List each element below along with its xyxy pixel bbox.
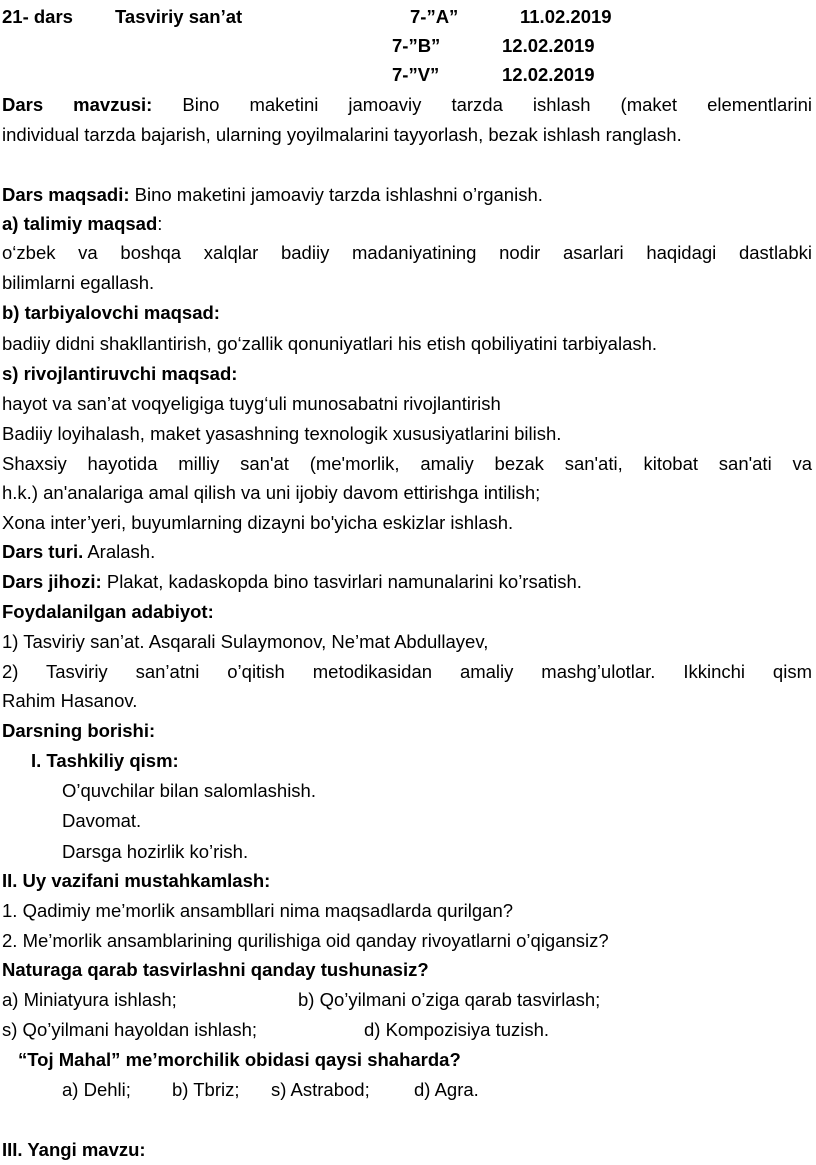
- header-line-1: [2, 5, 612, 29]
- answer-option-a: a) Dehli;: [62, 1079, 131, 1100]
- class-date: 12.02.2019: [502, 64, 595, 85]
- answer-line-1: [2, 988, 601, 1012]
- section-1-item: O’quvchilar bilan salomlashish.: [62, 780, 316, 801]
- lesson-type-line: [2, 540, 155, 564]
- subject-title: Tasviriy san’at: [115, 6, 243, 27]
- literature-item-1: 1) Tasviriy san’at. Asqarali Sulaymonov, Ne’mat Abdullayev,: [2, 631, 489, 652]
- educational-heading: [2, 212, 162, 236]
- educational-label: a) talimiy maqsad: [2, 213, 158, 234]
- developing-heading: s) rivojlantiruvchi maqsad:: [2, 363, 238, 384]
- answer-line-2: [2, 1018, 550, 1042]
- answer-line-3: [62, 1078, 479, 1102]
- developing-line-2: Badiiy loyihalash, maket yasashning texnologik xususiyatlarini bilish.: [2, 423, 562, 444]
- equipment-line: [2, 570, 582, 594]
- homework-question-1: 1. Qadimiy me’morlik ansambllari nima maqsadlarda qurilgan?: [2, 900, 514, 921]
- literature-item-2-line-2: Rahim Hasanov.: [2, 690, 138, 711]
- goal-text: Bino maketini jamoaviy tarzda ishlashni o’rganish.: [134, 184, 543, 205]
- homework-question-3: Naturaga qarab tasvirlashni qanday tushunasiz?: [2, 959, 429, 980]
- class-name: 7-”B”: [392, 35, 441, 56]
- section-1-item: Darsga hozirlik ko’rish.: [62, 841, 249, 862]
- class-date: 11.02.2019: [520, 6, 612, 27]
- answer-option-a: a) Miniatyura ishlash;: [2, 989, 177, 1010]
- topic-line-1: [2, 93, 812, 117]
- answer-option-d: d) Kompozisiya tuzish.: [364, 1019, 550, 1040]
- lesson-number: 21- dars: [2, 6, 73, 27]
- developing-line-5: Xona inter’yeri, buyumlarning dizayni bo'yicha eskizlar ishlash.: [2, 512, 514, 533]
- answer-option-s: s) Qo’yilmani hayoldan ishlash;: [2, 1019, 258, 1040]
- lesson-type-label: Dars turi.: [2, 541, 84, 562]
- upbringing-text: badiiy didni shakllantirish, go‘zallik qonuniyatlari his etish qobiliyatini tarbiyalash.: [2, 333, 658, 354]
- goal-label: Dars maqsadi:: [2, 184, 130, 205]
- homework-question-2: 2. Me’morlik ansamblarining qurilishiga oid qanday rivoyatlarni o’qigansiz?: [2, 930, 609, 951]
- section-1-title: I. Tashkiliy qism:: [31, 750, 179, 771]
- topic-line-2: individual tarzda bajarish, ularning yoyilmalarini tayyorlash, bezak ishlash ranglash.: [2, 124, 682, 145]
- section-1-item: Davomat.: [62, 810, 142, 831]
- developing-line-1: hayot va san’at voqyeligiga tuyg‘uli munosabatni rivojlantirish: [2, 393, 501, 414]
- section-2-title: II. Uy vazifani mustahkamlash:: [2, 870, 271, 891]
- homework-question-4: “Toj Mahal” me’morchilik obidasi qaysi shaharda?: [18, 1049, 461, 1070]
- answer-option-b: b) Qo’yilmani o’ziga qarab tasvirlash;: [298, 989, 601, 1010]
- section-3-title: III. Yangi mavzu:: [2, 1139, 146, 1160]
- topic-text: Bino maketini jamoaviy tarzda ishlash (maket elementlarini: [182, 94, 812, 115]
- literature-heading: Foydalanilgan adabiyot:: [2, 601, 214, 622]
- equipment-label: Dars jihozi:: [2, 571, 102, 592]
- lesson-type-text: Aralash.: [87, 541, 156, 562]
- goal-line: [2, 183, 543, 207]
- class-name: 7-”V”: [392, 64, 440, 85]
- class-name: 7-”A”: [410, 6, 459, 27]
- equipment-text: Plakat, kadaskopda bino tasvirlari namunalarini ko’rsatish.: [106, 571, 582, 592]
- literature-item-2-line-1: 2) Tasviriy san’atni o’qitish metodikasidan amaliy mashg’ulotlar. Ikkinchi qism: [2, 661, 812, 682]
- educational-colon: :: [157, 213, 163, 234]
- educational-line-2: bilimlarni egallash.: [2, 272, 155, 293]
- class-date: 12.02.2019: [502, 35, 595, 56]
- educational-line-1: o‘zbek va boshqa xalqlar badiiy madaniyatining nodir asarlari haqidagi dastlabki: [2, 242, 812, 263]
- answer-option-s: s) Astrabod;: [271, 1079, 370, 1100]
- topic-label: Dars mavzusi:: [2, 94, 153, 115]
- developing-line-4: h.k.) an'analariga amal qilish va uni ijobiy davom ettirishga intilish;: [2, 482, 541, 503]
- answer-option-b: b) Tbriz;: [172, 1079, 240, 1100]
- course-heading: Darsning borishi:: [2, 720, 156, 741]
- developing-line-3: Shaxsiy hayotida milliy san'at (me'morlik, amaliy bezak san'ati, kitobat san'ati va: [2, 453, 812, 474]
- upbringing-heading: b) tarbiyalovchi maqsad:: [2, 302, 220, 323]
- answer-option-d: d) Agra.: [414, 1079, 479, 1100]
